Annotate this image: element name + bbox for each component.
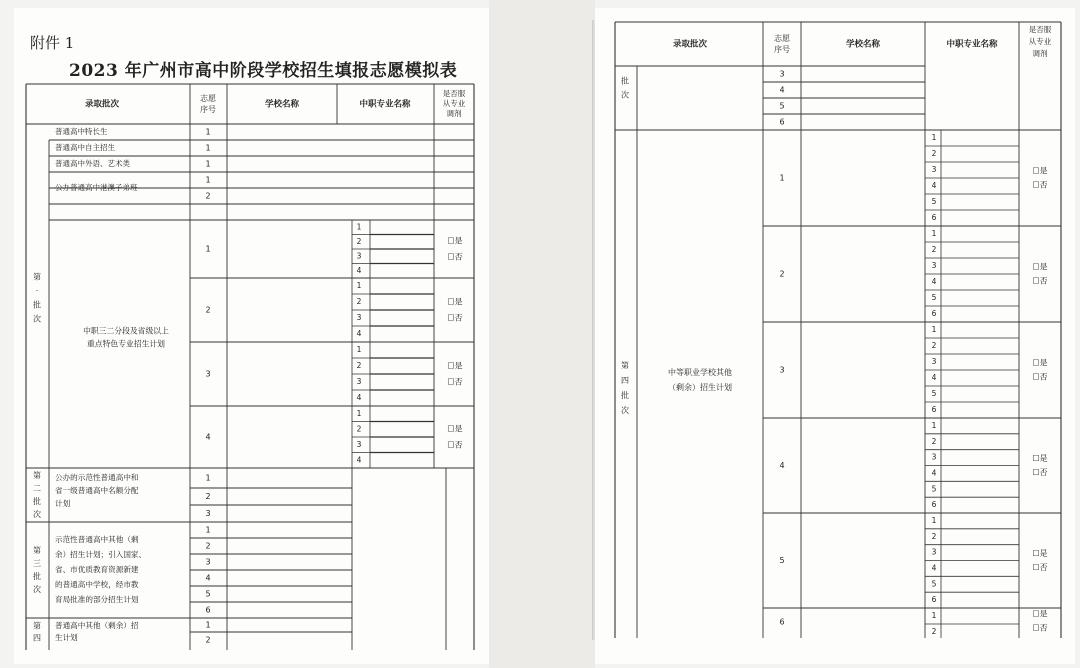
form-title: 2023 年广州市高中阶段学校招生填报志愿模拟表 bbox=[69, 61, 458, 81]
batch-continued-label: 批 bbox=[621, 76, 629, 86]
adjust-no-option: ☐否 bbox=[447, 313, 463, 323]
batch1-group-name: 公办普通高中港澳子弟班 bbox=[55, 183, 138, 192]
school-name-field[interactable] bbox=[227, 632, 352, 648]
choice-order-number: 5 bbox=[779, 101, 785, 111]
major-sub-number: 5 bbox=[931, 197, 937, 206]
batch3-label: 次 bbox=[33, 585, 41, 594]
choice-order-number: 2 bbox=[205, 191, 211, 201]
school-name-field[interactable] bbox=[227, 220, 352, 278]
batch-continued-label: 次 bbox=[621, 90, 629, 100]
choice-order-number: 6 bbox=[205, 605, 211, 615]
school-name-field[interactable] bbox=[227, 602, 352, 618]
adjust-no-option: ☐否 bbox=[447, 377, 463, 387]
major-sub-number: 2 bbox=[931, 149, 937, 158]
header-adjust: 是否服 bbox=[1028, 25, 1052, 34]
major-sub-number: 3 bbox=[931, 165, 937, 174]
school-name-field[interactable] bbox=[227, 570, 352, 586]
major-name-field[interactable] bbox=[941, 130, 1019, 146]
school-name-field[interactable] bbox=[227, 278, 352, 342]
header-adjust: 调剂 bbox=[446, 109, 462, 118]
major-sub-number: 3 bbox=[356, 313, 362, 322]
batch3-plan-name: 示范性普通高中其他（剩 bbox=[55, 535, 139, 544]
major-name-field[interactable] bbox=[370, 220, 434, 235]
major-name-field[interactable] bbox=[370, 249, 434, 264]
major-name-field[interactable] bbox=[370, 326, 434, 342]
major-sub-number: 6 bbox=[931, 213, 937, 222]
major-sub-number: 3 bbox=[931, 547, 937, 557]
batch2-label: 批 bbox=[33, 497, 41, 506]
header-order: 志愿 bbox=[774, 34, 790, 43]
major-sub-number: 4 bbox=[931, 181, 937, 190]
school-name-field[interactable] bbox=[227, 522, 352, 538]
choice-order-number: 1 bbox=[779, 173, 785, 183]
adjust-no-option: ☐否 bbox=[1032, 372, 1048, 382]
choice-order-number: 5 bbox=[205, 589, 211, 599]
choice-order-number: 2 bbox=[205, 305, 211, 315]
header-adjust: 调剂 bbox=[1032, 49, 1048, 58]
school-name-field[interactable] bbox=[801, 82, 925, 98]
batch3-plan-name: 的普通高中学校，经市教 bbox=[55, 580, 139, 589]
header-adjust: 从专业 bbox=[1028, 37, 1052, 46]
adjust-no-option: ☐否 bbox=[1032, 468, 1048, 477]
batch3-label: 批 bbox=[33, 572, 41, 581]
major-sub-number: 4 bbox=[356, 455, 362, 465]
major-name-field[interactable] bbox=[941, 146, 1019, 162]
adjust-yes-option: ☐是 bbox=[447, 361, 463, 371]
choice-order-number: 1 bbox=[205, 473, 211, 483]
batch4-label: 四 bbox=[621, 376, 629, 385]
major-name-field[interactable] bbox=[941, 194, 1019, 210]
header-major: 中职专业名称 bbox=[946, 39, 998, 50]
major-name-field[interactable] bbox=[941, 226, 1019, 242]
choice-order-number: 3 bbox=[205, 557, 211, 567]
right-form-table bbox=[595, 8, 1075, 664]
major-sub-number: 2 bbox=[356, 424, 362, 434]
major-name-field[interactable] bbox=[941, 466, 1019, 482]
major-name-field[interactable] bbox=[370, 390, 434, 406]
major-sub-number: 1 bbox=[931, 325, 937, 334]
major-name-field[interactable] bbox=[370, 310, 434, 326]
major-sub-number: 2 bbox=[931, 341, 937, 350]
choice-order-number: 5 bbox=[779, 556, 785, 565]
major-name-field[interactable] bbox=[370, 294, 434, 310]
major-sub-number: 2 bbox=[931, 245, 937, 254]
choice-order-number: 1 bbox=[205, 175, 211, 185]
school-name-field[interactable] bbox=[227, 538, 352, 554]
choice-order-number: 1 bbox=[205, 525, 211, 535]
batch1-label: 第 bbox=[33, 272, 41, 282]
vocational-plan-name: 重点特色专业招生计划 bbox=[87, 339, 165, 349]
major-name-field[interactable] bbox=[941, 258, 1019, 274]
batch3-plan-name: 余）招生计划；引入国家、 bbox=[55, 550, 147, 559]
batch1-label: 次 bbox=[33, 314, 41, 324]
major-sub-number: 2 bbox=[356, 361, 362, 370]
choice-order-number: 3 bbox=[205, 509, 211, 518]
major-sub-number: 3 bbox=[931, 452, 937, 462]
batch2-plan-name: 计划 bbox=[55, 499, 71, 508]
school-name-field[interactable] bbox=[227, 406, 352, 468]
major-sub-number: 1 bbox=[931, 611, 937, 620]
choice-order-number: 3 bbox=[779, 365, 785, 375]
batch2-plan-name: 公办的示范性普通高中和 bbox=[55, 473, 139, 482]
major-name-field[interactable] bbox=[370, 358, 434, 374]
major-sub-number: 1 bbox=[931, 420, 937, 430]
batch4-plan-name: 普通高中其他（剩余）招 bbox=[55, 621, 139, 630]
batch3-label: 三 bbox=[33, 559, 41, 568]
adjust-no-option: ☐否 bbox=[1032, 180, 1048, 190]
major-sub-number: 5 bbox=[931, 579, 937, 589]
attachment-label: 附件 1 bbox=[30, 34, 75, 52]
school-name-field[interactable] bbox=[801, 114, 925, 130]
batch4-vocational-plan-name: 中等职业学校其他 bbox=[668, 368, 732, 377]
major-sub-number: 5 bbox=[931, 293, 937, 302]
major-name-field[interactable] bbox=[941, 481, 1019, 497]
major-name-field[interactable] bbox=[370, 374, 434, 390]
school-name-field[interactable] bbox=[801, 513, 925, 608]
major-sub-number: 5 bbox=[931, 484, 937, 494]
header-adjust: 是否服 bbox=[442, 89, 466, 98]
adjust-yes-option: ☐是 bbox=[1032, 358, 1048, 368]
batch2-label: 第 bbox=[33, 471, 41, 480]
major-sub-number: 2 bbox=[931, 627, 937, 636]
batch1-group-name: 普通高中外语、艺术类 bbox=[55, 159, 130, 168]
school-name-field[interactable] bbox=[801, 322, 925, 418]
choice-order-number: 1 bbox=[205, 143, 211, 153]
choice-order-number: 3 bbox=[779, 69, 785, 79]
major-sub-number: 6 bbox=[931, 405, 937, 414]
choice-order-number: 2 bbox=[205, 635, 211, 645]
major-name-field[interactable] bbox=[941, 529, 1019, 545]
adjust-yes-option: ☐是 bbox=[447, 297, 463, 307]
school-name-field[interactable] bbox=[801, 226, 925, 322]
adjust-yes-option: ☐是 bbox=[1032, 609, 1048, 619]
adjust-no-option: ☐否 bbox=[447, 252, 463, 262]
header-order: 序号 bbox=[774, 45, 790, 54]
major-name-field[interactable] bbox=[941, 450, 1019, 466]
school-name-field[interactable] bbox=[227, 140, 434, 156]
choice-order-number: 1 bbox=[205, 127, 211, 137]
batch4-label: 第 bbox=[621, 361, 629, 370]
header-school: 学校名称 bbox=[845, 39, 881, 50]
header-school: 学校名称 bbox=[264, 99, 300, 110]
major-sub-number: 1 bbox=[356, 222, 362, 232]
major-name-field[interactable] bbox=[941, 386, 1019, 402]
major-sub-number: 1 bbox=[931, 515, 937, 525]
major-name-field[interactable] bbox=[941, 322, 1019, 338]
school-name-field[interactable] bbox=[801, 66, 925, 82]
school-name-field[interactable] bbox=[801, 418, 925, 513]
major-sub-number: 1 bbox=[356, 408, 362, 418]
major-sub-number: 4 bbox=[356, 265, 362, 275]
major-sub-number: 1 bbox=[931, 229, 937, 238]
batch3-plan-name: 育局批准的部分招生计划 bbox=[55, 595, 139, 604]
major-name-field[interactable] bbox=[941, 608, 1019, 624]
major-sub-number: 3 bbox=[356, 439, 362, 449]
major-name-field[interactable] bbox=[941, 354, 1019, 370]
major-name-field[interactable] bbox=[941, 418, 1019, 434]
batch4-label: 次 bbox=[621, 406, 629, 415]
batch1-label: 批 bbox=[33, 300, 41, 310]
adjust-no-option: ☐否 bbox=[1032, 276, 1048, 286]
adjust-yes-option: ☐是 bbox=[1032, 454, 1048, 463]
choice-order-number: 2 bbox=[779, 269, 785, 279]
school-name-field[interactable] bbox=[227, 586, 352, 602]
major-name-field[interactable] bbox=[941, 513, 1019, 529]
batch2-plan-name: 省一级普通高中名额分配 bbox=[55, 486, 139, 495]
batch4-vocational-plan-name: （剩余）招生计划 bbox=[668, 383, 732, 392]
major-name-field[interactable] bbox=[370, 406, 434, 422]
major-sub-number: 4 bbox=[931, 563, 937, 573]
adjust-yes-option: ☐是 bbox=[1032, 549, 1048, 558]
major-sub-number: 2 bbox=[356, 236, 362, 246]
school-name-field[interactable] bbox=[227, 505, 352, 522]
major-sub-number: 6 bbox=[931, 500, 937, 510]
header-order: 序号 bbox=[200, 105, 216, 114]
major-sub-number: 4 bbox=[356, 393, 362, 402]
major-name-field[interactable] bbox=[941, 545, 1019, 561]
major-name-field[interactable] bbox=[370, 437, 434, 453]
choice-order-number: 2 bbox=[205, 492, 211, 501]
school-name-field[interactable] bbox=[227, 172, 434, 188]
school-name-field[interactable] bbox=[227, 188, 434, 204]
school-name-field[interactable] bbox=[227, 554, 352, 570]
adjust-no-option: ☐否 bbox=[447, 440, 463, 450]
major-name-field[interactable] bbox=[370, 453, 434, 469]
adjust-yes-option: ☐是 bbox=[447, 236, 463, 246]
batch1-label: · bbox=[35, 286, 39, 296]
vocational-plan-name: 中职三二分段及省级以上 bbox=[83, 326, 169, 336]
header-adjust: 从专业 bbox=[442, 99, 466, 108]
header-batch: 录取批次 bbox=[84, 99, 120, 110]
batch2-label: 二 bbox=[33, 484, 41, 493]
major-name-field[interactable] bbox=[941, 370, 1019, 386]
school-name-field[interactable] bbox=[801, 98, 925, 114]
school-name-field[interactable] bbox=[227, 156, 434, 172]
adjust-yes-option: ☐是 bbox=[1032, 262, 1048, 272]
major-sub-number: 3 bbox=[356, 251, 362, 261]
major-sub-number: 2 bbox=[931, 436, 937, 446]
left-form-table bbox=[14, 8, 489, 664]
major-name-field[interactable] bbox=[941, 592, 1019, 608]
batch4-label: 四 bbox=[33, 633, 41, 643]
school-name-field[interactable] bbox=[227, 342, 352, 406]
major-name-field[interactable] bbox=[941, 576, 1019, 592]
batch3-plan-name: 省、市优质教育资源新建 bbox=[55, 565, 139, 574]
major-name-field[interactable] bbox=[941, 178, 1019, 194]
right-page bbox=[595, 8, 1075, 664]
major-name-field[interactable] bbox=[370, 422, 434, 438]
major-name-field[interactable] bbox=[941, 306, 1019, 322]
choice-order-number: 1 bbox=[205, 244, 211, 254]
major-name-field[interactable] bbox=[941, 210, 1019, 226]
batch1-group-name: 普通高中特长生 bbox=[55, 127, 108, 136]
school-name-field[interactable] bbox=[227, 488, 352, 505]
major-sub-number: 4 bbox=[931, 373, 937, 382]
batch2-label: 次 bbox=[33, 510, 41, 519]
header-major: 中职专业名称 bbox=[359, 99, 411, 110]
major-sub-number: 5 bbox=[931, 389, 937, 398]
batch1-group-name: 普通高中自主招生 bbox=[55, 143, 115, 152]
major-sub-number: 1 bbox=[931, 133, 937, 142]
major-name-field[interactable] bbox=[941, 624, 1019, 640]
left-page bbox=[14, 8, 489, 664]
batch3-label: 第 bbox=[33, 546, 41, 555]
header-order: 志愿 bbox=[200, 94, 216, 103]
school-name-field[interactable] bbox=[227, 468, 352, 488]
adjust-no-option: ☐否 bbox=[1032, 623, 1048, 633]
major-sub-number: 1 bbox=[356, 281, 362, 290]
page-gap bbox=[489, 0, 595, 668]
major-sub-number: 4 bbox=[356, 329, 362, 338]
adjust-yes-option: ☐是 bbox=[1032, 166, 1048, 176]
choice-order-number: 4 bbox=[779, 461, 785, 470]
major-sub-number: 1 bbox=[356, 345, 362, 354]
choice-order-number: 4 bbox=[205, 432, 211, 442]
school-name-field[interactable] bbox=[801, 608, 925, 640]
choice-order-number: 1 bbox=[205, 620, 211, 630]
major-sub-number: 3 bbox=[931, 261, 937, 270]
choice-order-number: 3 bbox=[205, 369, 211, 379]
choice-order-number: 6 bbox=[779, 617, 785, 627]
choice-order-number: 4 bbox=[205, 573, 211, 583]
major-sub-number: 6 bbox=[931, 595, 937, 605]
major-name-field[interactable] bbox=[941, 338, 1019, 354]
major-sub-number: 3 bbox=[931, 357, 937, 366]
major-name-field[interactable] bbox=[941, 402, 1019, 418]
major-name-field[interactable] bbox=[370, 278, 434, 294]
major-sub-number: 4 bbox=[931, 277, 937, 286]
major-name-field[interactable] bbox=[941, 162, 1019, 178]
choice-order-number: 2 bbox=[205, 541, 211, 551]
major-sub-number: 4 bbox=[931, 468, 937, 478]
major-name-field[interactable] bbox=[941, 497, 1019, 513]
choice-order-number: 4 bbox=[779, 85, 785, 95]
choice-order-number: 6 bbox=[779, 117, 785, 127]
header-batch: 录取批次 bbox=[672, 39, 708, 50]
major-sub-number: 3 bbox=[356, 377, 362, 386]
adjust-yes-option: ☐是 bbox=[447, 424, 463, 434]
school-name-field[interactable] bbox=[227, 618, 352, 632]
major-name-field[interactable] bbox=[941, 434, 1019, 450]
adjust-no-option: ☐否 bbox=[1032, 563, 1048, 572]
major-name-field[interactable] bbox=[941, 561, 1019, 577]
batch4-label: 第 bbox=[33, 621, 41, 631]
batch4-label: 批 bbox=[621, 391, 629, 400]
school-name-field[interactable] bbox=[801, 130, 925, 226]
school-name-field[interactable] bbox=[227, 124, 434, 140]
batch4-plan-name: 生计划 bbox=[55, 633, 78, 642]
major-name-field[interactable] bbox=[370, 235, 434, 250]
major-name-field[interactable] bbox=[941, 290, 1019, 306]
major-name-field[interactable] bbox=[941, 242, 1019, 258]
major-sub-number: 6 bbox=[931, 309, 937, 318]
major-name-field[interactable] bbox=[370, 342, 434, 358]
choice-order-number: 1 bbox=[205, 159, 211, 169]
major-name-field[interactable] bbox=[941, 274, 1019, 290]
major-sub-number: 2 bbox=[931, 531, 937, 541]
major-name-field[interactable] bbox=[370, 264, 434, 279]
major-sub-number: 2 bbox=[356, 297, 362, 306]
